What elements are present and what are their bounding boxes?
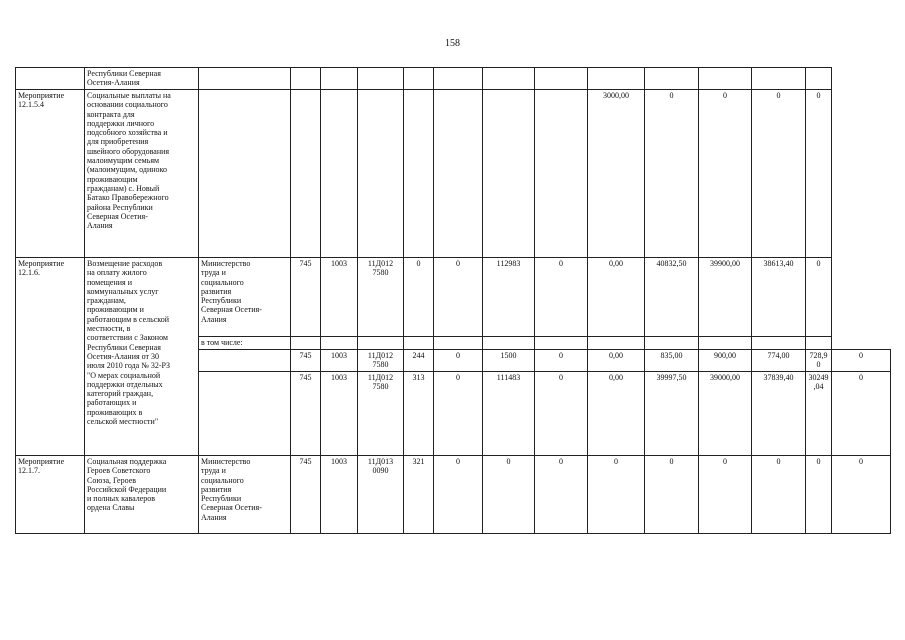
- table-cell: 0: [806, 258, 832, 337]
- table-cell: 38613,40: [752, 258, 806, 337]
- table-cell: [806, 337, 832, 350]
- table-cell: [321, 90, 358, 258]
- table-cell: 1500: [483, 350, 535, 372]
- table-cell: [535, 90, 588, 258]
- table-cell: 39000,00: [699, 372, 752, 456]
- table-cell: [535, 68, 588, 90]
- table-cell: 0: [699, 456, 752, 534]
- table-cell: [434, 90, 483, 258]
- table-cell: 0,00: [588, 372, 645, 456]
- table-cell: 11Д012 7580: [358, 350, 404, 372]
- budget-table: [15, 67, 891, 534]
- table-cell: [483, 337, 535, 350]
- table-cell: 30249,04: [806, 372, 832, 456]
- table-cell: 745: [291, 350, 321, 372]
- table-cell: 112983: [483, 258, 535, 337]
- table-cell: 1003: [321, 350, 358, 372]
- table-cell: 835,00: [645, 350, 699, 372]
- table-cell: 728,90: [806, 350, 832, 372]
- table-cell: [752, 68, 806, 90]
- table-cell: 1003: [321, 456, 358, 534]
- table-cell: 0: [404, 258, 434, 337]
- table-cell: 244: [404, 350, 434, 372]
- table-cell: 0: [832, 372, 891, 456]
- table-cell: [434, 68, 483, 90]
- table-cell: [291, 337, 321, 350]
- table-cell: [404, 337, 434, 350]
- table-cell: [321, 337, 358, 350]
- table-cell: [645, 337, 699, 350]
- table-cell: 11Д012 7580: [358, 372, 404, 456]
- table-cell: 745: [291, 372, 321, 456]
- table-cell: 1003: [321, 372, 358, 456]
- table-cell: Социальная поддержка Героев Советского Союза, Героев Российской Федерации и полных кавалеров ордена Славы: [85, 456, 199, 534]
- table-cell: [483, 68, 535, 90]
- table-cell: 39900,00: [699, 258, 752, 337]
- table-cell: [483, 90, 535, 258]
- table-row: [16, 258, 891, 337]
- table-cell: Министерство труда и социального развития Республики Северная Осетия- Алания: [199, 258, 291, 337]
- table-cell: Республики Северная Осетия-Алания: [85, 68, 199, 90]
- table-cell: Министерство труда и социального развития Республики Северная Осетия- Алания: [199, 456, 291, 534]
- table-row: [16, 90, 891, 258]
- table-cell: [199, 350, 291, 372]
- table-cell: 0: [535, 258, 588, 337]
- table-cell: [358, 90, 404, 258]
- table-cell: [321, 68, 358, 90]
- table-row: [16, 456, 891, 534]
- table-cell: [291, 90, 321, 258]
- table-cell: 313: [404, 372, 434, 456]
- table-cell: Социальные выплаты на основании социального контракта для поддержки личного подсобного хозяйства и для приобретения швейного оборудования малоимущим семьям (малоимущим, одиноко проживающим гражданам) с. Новый Батако Правобережного района Республики Северная Осетия- Алания: [85, 90, 199, 258]
- table-cell: 745: [291, 258, 321, 337]
- table-cell: 0: [806, 456, 832, 534]
- table-cell: 0: [806, 90, 832, 258]
- table-cell: 0: [832, 456, 891, 534]
- table-cell: [806, 68, 832, 90]
- table-cell: [358, 68, 404, 90]
- table-cell: [434, 337, 483, 350]
- table-cell: [404, 90, 434, 258]
- table-cell: [588, 68, 645, 90]
- table-cell: 0,00: [588, 258, 645, 337]
- table-cell: 0: [434, 350, 483, 372]
- table-cell: 0: [535, 372, 588, 456]
- table-cell: 0: [752, 456, 806, 534]
- table-cell: в том числе:: [199, 337, 291, 350]
- table-cell: [699, 68, 752, 90]
- table-cell: 900,00: [699, 350, 752, 372]
- table-cell: 0: [483, 456, 535, 534]
- table-cell: 321: [404, 456, 434, 534]
- table-cell: [645, 68, 699, 90]
- table-cell: [752, 337, 806, 350]
- table-row: [16, 68, 891, 90]
- page-number: 158: [445, 38, 460, 49]
- table-cell: 0: [832, 350, 891, 372]
- table-cell: 1003: [321, 258, 358, 337]
- table-cell: Мероприятие 12.1.5.4: [16, 90, 85, 258]
- table-cell: 0: [752, 90, 806, 258]
- table-cell: [535, 337, 588, 350]
- table-cell: Мероприятие 12.1.7.: [16, 456, 85, 534]
- table-cell: 0: [645, 456, 699, 534]
- table-cell: [588, 337, 645, 350]
- table-cell: 11Д012 7580: [358, 258, 404, 337]
- table-cell: [699, 337, 752, 350]
- table-cell: 0: [645, 90, 699, 258]
- table-cell: [199, 372, 291, 456]
- table-cell: 0: [535, 456, 588, 534]
- table-cell: 37839,40: [752, 372, 806, 456]
- table-cell: 111483: [483, 372, 535, 456]
- table-cell: [199, 90, 291, 258]
- table-cell: [291, 68, 321, 90]
- table-cell: Мероприятие 12.1.6.: [16, 258, 85, 456]
- table-cell: [16, 68, 85, 90]
- table-cell: 39997,50: [645, 372, 699, 456]
- table-cell: 745: [291, 456, 321, 534]
- table-cell: Возмещение расходов на оплату жилого помещения и коммунальных услуг гражданам, проживающим и работающим в сельской местности, в соответствии с Законом Республики Северная Осетия-Алания от 30 июля 2010 года № 32-РЗ "О мерах социальной поддержки отдельных категорий граждан, работающих и проживающих в сельской местности": [85, 258, 199, 456]
- table-cell: 0: [535, 350, 588, 372]
- table-cell: 11Д013 0090: [358, 456, 404, 534]
- table-cell: 0: [434, 456, 483, 534]
- table-cell: [199, 68, 291, 90]
- table-cell: 0: [434, 372, 483, 456]
- table-cell: 774,00: [752, 350, 806, 372]
- table-cell: 0: [434, 258, 483, 337]
- table-cell: [404, 68, 434, 90]
- table-cell: 0: [588, 456, 645, 534]
- table-cell: 40832,50: [645, 258, 699, 337]
- table-cell: 0: [699, 90, 752, 258]
- table-cell: [358, 337, 404, 350]
- table-cell: 3000,00: [588, 90, 645, 258]
- table-cell: 0,00: [588, 350, 645, 372]
